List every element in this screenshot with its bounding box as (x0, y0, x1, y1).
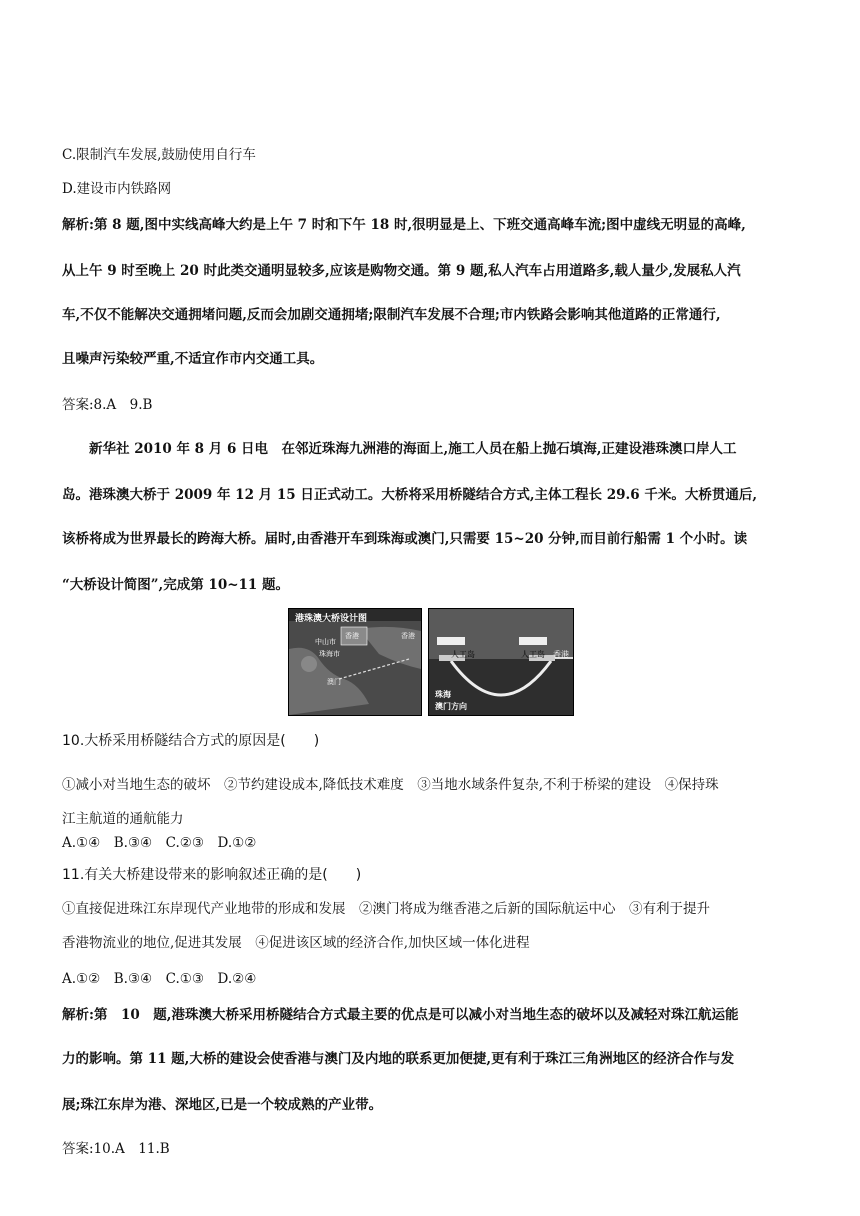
map-title: 港珠澳大桥设计图 (295, 614, 368, 624)
analysis-8-line-1: 解析:第 8 题,图中实线高峰大约是上午 7 时和下午 18 时,很明显是上、下班交通高峰车流;图中虚线无明显的高峰, (62, 217, 746, 233)
analysis-10-line-3: 展;珠江东岸为港、深地区,已是一个较成熟的产业带。 (62, 1097, 383, 1113)
tunnel-diagram-image (428, 608, 574, 716)
map-graphic (289, 609, 421, 715)
option-c: C.限制汽车发展,鼓励使用自行车 (62, 147, 256, 163)
passage-line-1: 新华社 2010 年 8 月 6 日电 在邻近珠海九洲港的海面上,施工人员在船上抛石填海,正建设港珠澳口岸人工 (89, 441, 737, 457)
question-11-options-line-2: 香港物流业的地位,促进其发展 ④促进该区域的经济合作,加快区域一体化进程 (62, 935, 530, 951)
question-11-options-line-1: ①直接促进珠江东岸现代产业地带的形成和发展 ②澳门将成为继香港之后新的国际航运中心 ③有利于提升 (62, 901, 710, 917)
question-10-options-line-1: ①减小对当地生态的破坏 ②节约建设成本,降低技术难度 ③当地水域条件复杂,不利于桥梁的建设 ④保持珠 (62, 777, 719, 793)
passage-line-2: 岛。港珠澳大桥于 2009 年 12 月 15 日正式动工。大桥将采用桥隧结合方式,主体工程长 29.6 千米。大桥贯通后, (62, 487, 758, 503)
tunnel-label-macau-direction: 澳门方向 (435, 702, 467, 711)
tunnel-label-island-1: 人工岛 (451, 650, 475, 659)
question-10-choices: A.①④ B.③④ C.②③ D.①② (62, 835, 257, 851)
map-label-macau: 澳门 (327, 678, 341, 686)
answer-8-9: 答案:8.A 9.B (62, 397, 153, 413)
analysis-8-line-4: 且噪声污染较严重,不适宜作市内交通工具。 (62, 351, 324, 367)
analysis-8-line-3: 车,不仅不能解决交通拥堵问题,反而会加剧交通拥堵;限制汽车发展不合理;市内铁路会影响其他道路的正常通行, (62, 307, 721, 323)
answer-10-11: 答案:10.A 11.B (62, 1141, 170, 1157)
map-label-zhongshan: 中山市 (315, 638, 336, 646)
map-label-zhuhai: 珠海市 (319, 650, 340, 658)
question-11: 11.有关大桥建设带来的影响叙述正确的是( ) (62, 867, 362, 883)
analysis-8-line-2: 从上午 9 时至晚上 20 时此类交通明显较多,应该是购物交通。第 9 题,私人汽车占用道路多,载人量少,发展私人汽 (62, 263, 741, 279)
question-11-choices: A.①② B.③④ C.①③ D.②④ (62, 971, 257, 987)
passage-line-4: “大桥设计简图”,完成第 10~11 题。 (62, 577, 290, 593)
map-label-inset-hongkong: 香港 (345, 632, 359, 640)
tunnel-label-island-2: 人工岛 (521, 650, 545, 659)
bridge-map-image (288, 608, 422, 716)
analysis-10-line-2: 力的影响。第 11 题,大桥的建设会使香港与澳门及内地的联系更加便捷,更有利于珠江三角洲地区的经济合作与发 (62, 1051, 735, 1067)
question-10: 10.大桥采用桥隧结合方式的原因是( ) (62, 733, 320, 749)
tunnel-label-hongkong: 香港 (553, 650, 569, 659)
question-10-options-line-2: 江主航道的通航能力 (62, 811, 184, 827)
tunnel-label-zhuhai: 珠海 (435, 690, 451, 699)
analysis-10-line-1: 解析:第 10 题,港珠澳大桥采用桥隧结合方式最主要的优点是可以减小对当地生态的破坏以及减轻对珠江航运能 (62, 1007, 739, 1023)
option-d: D.建设市内铁路网 (62, 181, 172, 197)
map-label-hongkong: 香港 (401, 632, 415, 640)
passage-line-3: 该桥将成为世界最长的跨海大桥。届时,由香港开车到珠海或澳门,只需要 15~20 分钟,而目前行船需 1 个小时。读 (62, 531, 748, 547)
bridge-design-figure (288, 608, 574, 716)
